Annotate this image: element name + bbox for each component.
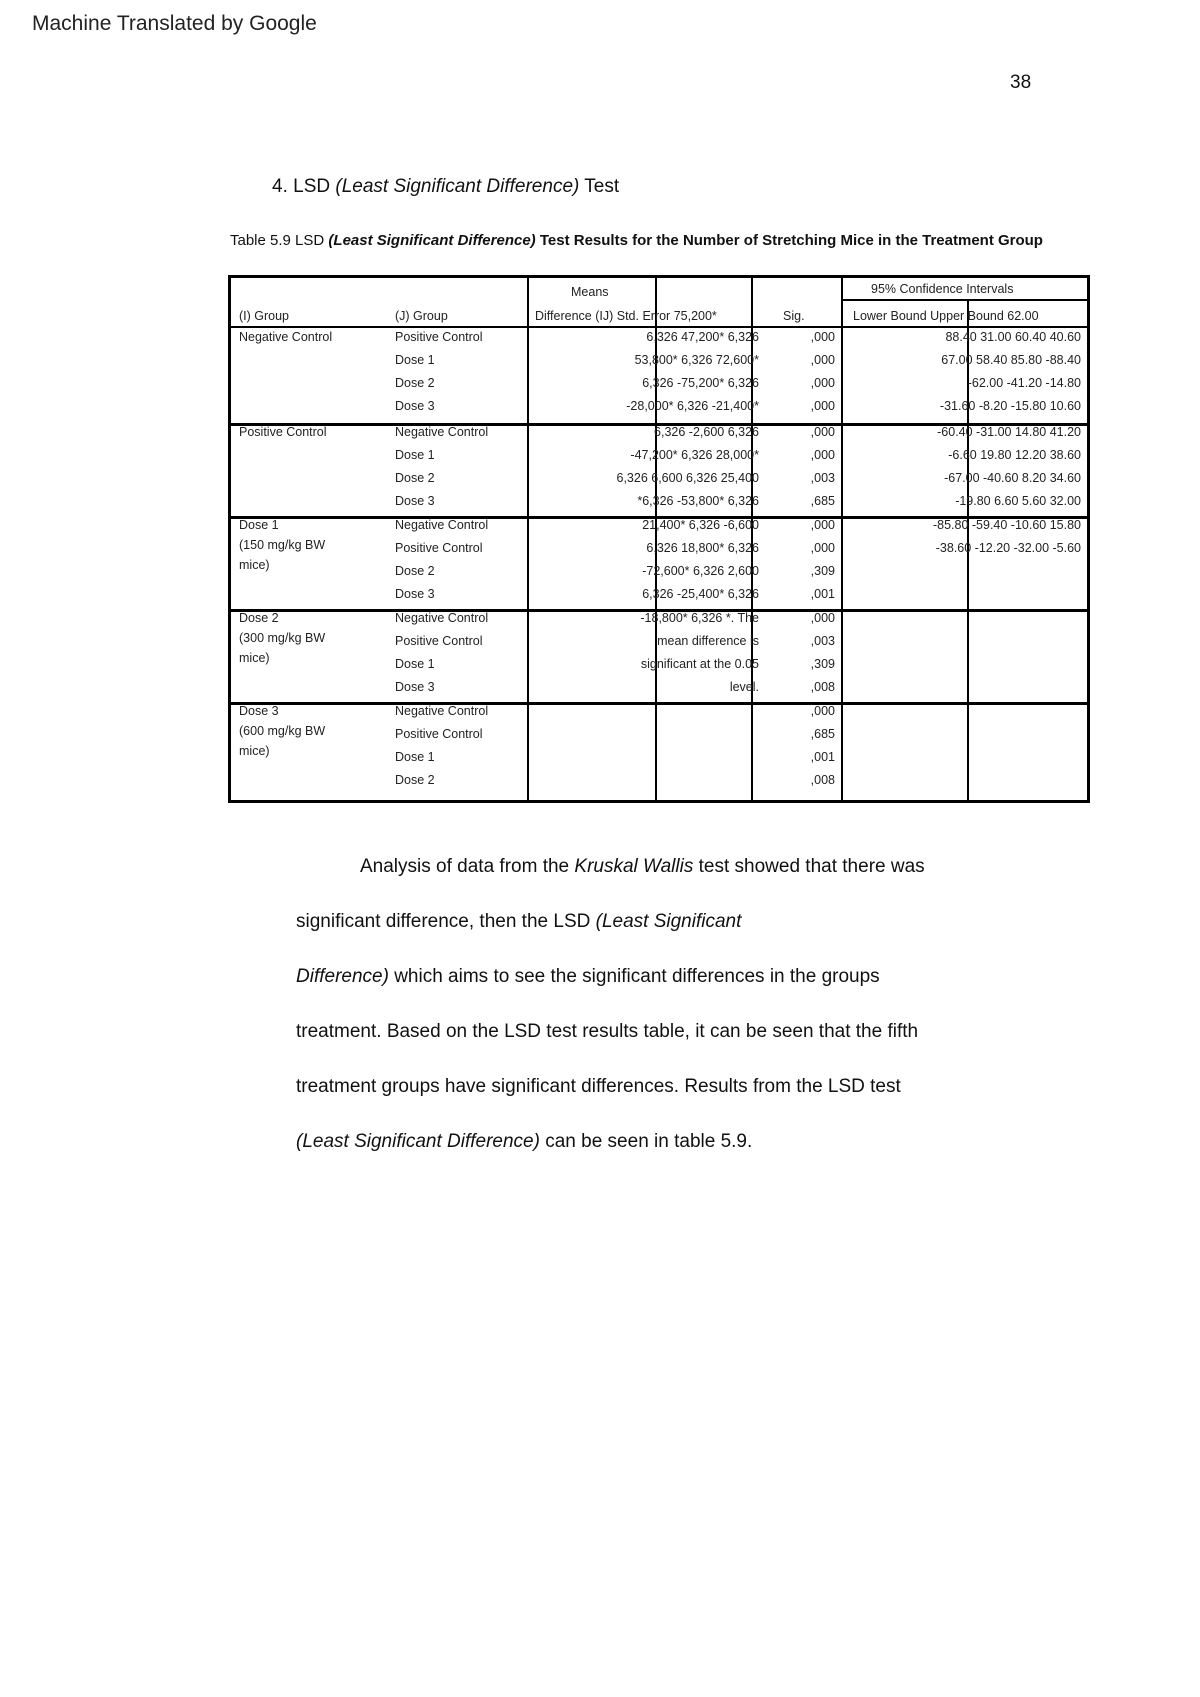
page-number: 38 — [1010, 72, 1032, 93]
mean-difference-cell: 6,326 -2,600 6,326 — [654, 425, 759, 439]
group-j-cell: Dose 1 — [395, 750, 435, 764]
italic-text: Kruskal Wallis — [574, 856, 694, 877]
paragraph-line — [296, 1021, 918, 1043]
confidence-interval-cell: -6.60 19.80 12.20 38.60 — [948, 448, 1081, 462]
caption-italic: (Least Significant Difference) — [328, 232, 536, 249]
group-i-label: Negative Control — [239, 330, 333, 344]
confidence-interval-cell: -31.60 -8.20 -15.80 10.60 — [939, 399, 1081, 413]
sig-cell: ,008 — [810, 773, 835, 787]
sig-cell: ,000 — [810, 399, 835, 413]
sig-cell: ,001 — [810, 587, 835, 601]
caption-prefix: Table 5.9 LSD — [230, 232, 325, 249]
group-j-cell: Positive Control — [395, 727, 483, 741]
sig-cell: ,000 — [810, 541, 835, 555]
header-group-j: (J) Group — [395, 309, 448, 323]
table-caption — [230, 232, 1043, 249]
group-j-cell: Dose 3 — [395, 494, 435, 508]
section-title-italic: (Least Significant Difference) — [335, 176, 580, 197]
mean-difference-cell: 6,326 6,600 6,326 25,400 — [616, 471, 759, 485]
machine-translation-note: Machine Translated by Google — [32, 12, 317, 35]
mean-difference-cell: 53,800* 6,326 72,600* — [634, 353, 759, 367]
sig-cell: ,000 — [810, 376, 835, 390]
group-i-sublabel: mice) — [239, 558, 270, 572]
text-run: Analysis of data from the — [360, 856, 575, 877]
ci-header-divider — [841, 299, 1087, 301]
header-means: Means — [571, 285, 609, 299]
confidence-interval-cell: -38.60 -12.20 -32.00 -5.60 — [935, 541, 1081, 555]
group-j-cell: Dose 1 — [395, 448, 435, 462]
group-j-cell: Dose 2 — [395, 471, 435, 485]
group-i-sublabel: mice) — [239, 744, 270, 758]
sig-cell: ,008 — [810, 680, 835, 694]
group-i-sublabel: (600 mg/kg BW — [239, 724, 326, 738]
mean-difference-cell: mean difference is — [657, 634, 759, 648]
italic-text: (Least Significant Difference) — [296, 1131, 540, 1152]
group-i-label: Positive Control — [239, 425, 327, 439]
text-run: which aims to see the significant differences in the groups — [388, 966, 880, 987]
section-title-post: Test — [584, 176, 620, 197]
sig-cell: ,000 — [810, 425, 835, 439]
group-j-cell: Dose 3 — [395, 399, 435, 413]
group-j-cell: Positive Control — [395, 541, 483, 555]
mean-difference-cell: -28,000* 6,326 -21,400* — [626, 399, 759, 413]
mean-difference-cell: level. — [729, 680, 759, 694]
group-j-cell: Dose 2 — [395, 376, 435, 390]
italic-text: (Least Significant — [595, 911, 742, 932]
header-sig: Sig. — [783, 309, 805, 323]
header-divider — [231, 326, 1087, 328]
sig-cell: ,000 — [810, 518, 835, 532]
group-j-cell: Negative Control — [395, 425, 489, 439]
group-j-cell: Positive Control — [395, 634, 483, 648]
header-group-i: (I) Group — [239, 309, 290, 323]
group-i-sublabel: (300 mg/kg BW — [239, 631, 326, 645]
sig-cell: ,685 — [810, 494, 835, 508]
sig-cell: ,003 — [810, 634, 835, 648]
section-title-pre: LSD — [293, 176, 331, 197]
group-j-cell: Negative Control — [395, 518, 489, 532]
group-j-cell: Dose 1 — [395, 657, 435, 671]
paragraph-line — [360, 856, 925, 878]
sig-cell: ,000 — [810, 330, 835, 344]
group-j-cell: Dose 1 — [395, 353, 435, 367]
header-confidence-intervals: 95% Confidence Intervals — [871, 282, 1014, 296]
confidence-interval-cell: 88.40 31.00 60.40 40.60 — [945, 330, 1081, 344]
paragraph-line — [296, 1131, 752, 1153]
mean-difference-cell: -72,600* 6,326 2,600 — [642, 564, 759, 578]
group-j-cell: Dose 2 — [395, 564, 435, 578]
confidence-interval-cell: -85.80 -59.40 -10.60 15.80 — [932, 518, 1081, 532]
mean-difference-cell: -47,200* 6,326 28,000* — [630, 448, 759, 462]
confidence-interval-cell: -60.40 -31.00 14.80 41.20 — [937, 425, 1081, 439]
group-j-cell: Negative Control — [395, 611, 489, 625]
header-bounds: Lower Bound Upper Bound 62.00 — [853, 309, 1039, 323]
text-run: can be seen in table 5.9. — [539, 1131, 753, 1152]
confidence-interval-cell: 67.00 58.40 85.80 -88.40 — [941, 353, 1081, 367]
text-run: treatment. Based on the LSD test results table, it can be seen that the fifth — [296, 1021, 919, 1042]
mean-difference-cell: 6,326 -75,200* 6,326 — [642, 376, 759, 390]
group-i-sublabel: (150 mg/kg BW — [239, 538, 326, 552]
paragraph-line — [296, 1076, 901, 1098]
group-divider — [231, 702, 1087, 705]
column-divider — [841, 278, 843, 800]
confidence-interval-cell: -67.00 -40.60 8.20 34.60 — [944, 471, 1081, 485]
section-number: 4. — [272, 176, 288, 197]
lsd-results-table — [228, 275, 1090, 803]
mean-difference-cell: 6,326 18,800* 6,326 — [646, 541, 759, 555]
mean-difference-cell: -18,800* 6,326 *. The — [640, 611, 759, 625]
group-j-cell: Positive Control — [395, 330, 483, 344]
group-i-sublabel: mice) — [239, 651, 270, 665]
group-i-label: Dose 2 — [239, 611, 279, 625]
group-j-cell: Dose 3 — [395, 680, 435, 694]
group-j-cell: Dose 3 — [395, 587, 435, 601]
mean-difference-cell: *6,326 -53,800* 6,326 — [637, 494, 759, 508]
mean-difference-cell: 6,326 47,200* 6,326 — [646, 330, 759, 344]
caption-suffix: Test Results for the Number of Stretching Mice in the Treatment Group — [539, 232, 1043, 249]
text-run: significant difference, then the LSD — [296, 911, 596, 932]
sig-cell: ,003 — [810, 471, 835, 485]
text-run: test showed that there was — [693, 856, 925, 877]
sig-cell: ,000 — [810, 353, 835, 367]
mean-difference-cell: 21,400* 6,326 -6,600 — [642, 518, 759, 532]
paragraph-line — [296, 966, 880, 988]
mean-difference-cell: 6,326 -25,400* 6,326 — [642, 587, 759, 601]
mean-difference-cell: significant at the 0.05 — [640, 657, 759, 671]
group-i-label: Dose 1 — [239, 518, 279, 532]
section-heading — [272, 176, 619, 198]
confidence-interval-cell: -62.00 -41.20 -14.80 — [967, 376, 1081, 390]
text-run: treatment groups have significant differences. Results from the LSD test — [296, 1076, 901, 1097]
sig-cell: ,309 — [810, 564, 835, 578]
group-i-label: Dose 3 — [239, 704, 279, 718]
confidence-interval-cell: -19.80 6.60 5.60 32.00 — [955, 494, 1081, 508]
paragraph-line — [296, 911, 741, 933]
sig-cell: ,000 — [810, 611, 835, 625]
header-mean-difference: Difference (IJ) Std. Error 75,200* — [535, 309, 717, 323]
group-j-cell: Dose 2 — [395, 773, 435, 787]
sig-cell: ,001 — [810, 750, 835, 764]
group-j-cell: Negative Control — [395, 704, 489, 718]
italic-text: Difference) — [296, 966, 389, 987]
sig-cell: ,000 — [810, 448, 835, 462]
sig-cell: ,685 — [810, 727, 835, 741]
sig-cell: ,309 — [810, 657, 835, 671]
sig-cell: ,000 — [810, 704, 835, 718]
